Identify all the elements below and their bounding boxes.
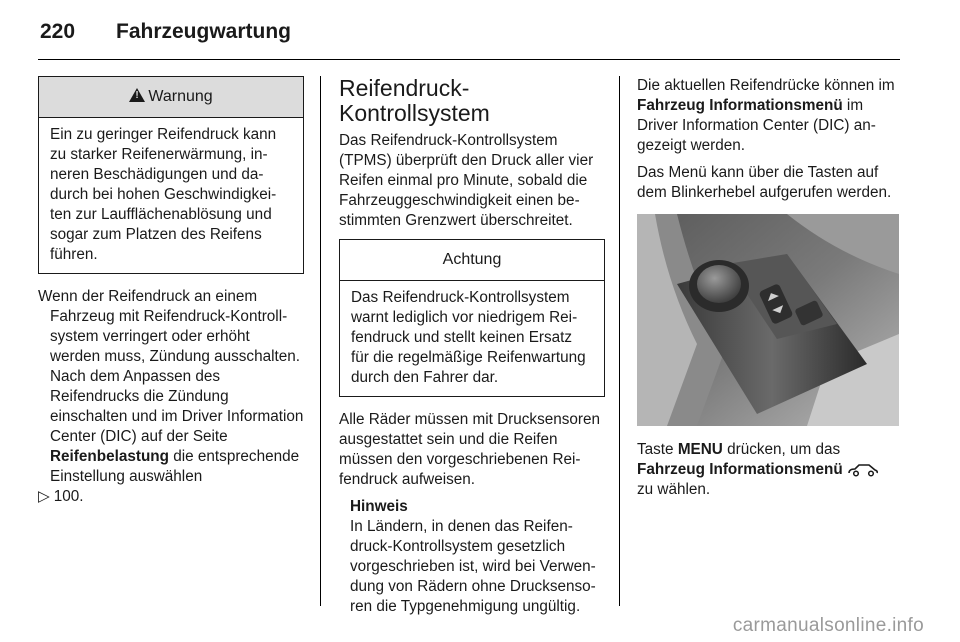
vehicle-info-menu-label: Fahrzeug Informationsmenü xyxy=(637,97,843,114)
p3-start: Taste xyxy=(637,441,678,458)
column-right xyxy=(637,76,903,500)
watermark: carmanualsonline.info xyxy=(732,615,924,636)
tire-load-page-label: Reifenbelastung xyxy=(50,448,169,465)
menu-button-paragraph xyxy=(637,440,903,500)
p1-start: Die aktuellen Reifendrücke können im xyxy=(637,77,895,94)
p1-end: im Driver Information Center (DIC) angezeigt werden. xyxy=(637,97,876,154)
current-pressures-paragraph xyxy=(637,76,903,156)
car-icon xyxy=(847,463,879,477)
sensor-requirement-paragraph: Alle Räder müssen mit Drucksensoren ausgestattet sein und die Reifen müssen den vorgeschriebenen Reifendruck aufweisen. xyxy=(339,411,600,488)
tpms-intro-paragraph: Das Reifendruck-Kontrollsystem (TPMS) überprüft den Druck aller vier Reifen einmal pro Minute, sobald die Fahrzeuggeschwindigkeit einen bestimmten Grenzwert überschreitet. xyxy=(339,132,594,229)
warning-heading: Warnung xyxy=(148,88,213,105)
menu-access-paragraph: Das Menü kann über die Tasten auf dem Blinkerhebel aufgerufen werden. xyxy=(637,164,892,201)
tire-pressure-adjust-paragraph xyxy=(38,287,304,487)
caution-box xyxy=(339,239,605,397)
vehicle-info-menu-label-2: Fahrzeug Informationsmenü xyxy=(637,461,843,478)
cross-reference-icon: ▷ xyxy=(38,488,50,505)
section-title: Reifendruck-Kontrollsystem xyxy=(339,75,490,126)
caution-heading: Achtung xyxy=(442,251,502,268)
note-heading: Hinweis xyxy=(350,498,408,515)
warning-box-body xyxy=(39,118,303,273)
caution-box-body xyxy=(340,281,604,396)
header-rule xyxy=(38,59,900,60)
warning-triangle-icon xyxy=(129,88,145,102)
caution-text: Das Reifendruck-Kontrollsystem warnt lediglich vor niedrigem Reifendruck und stellt keinen Ersatz für die regelmäßige Reifenwartung durch den Fahrer dar. xyxy=(351,289,586,386)
column-left xyxy=(38,76,304,507)
cross-reference[interactable] xyxy=(38,487,304,507)
warning-text: Ein zu geringer Reifendruck kann zu starker Reifenerwärmung, inneren Beschädigungen und dadurch bei hohen Geschwindigkeiten zur Laufflächenablösung und sogar zum Platzen des Reifens führen. xyxy=(50,126,277,263)
note-block xyxy=(339,497,605,617)
adjust-text-start: Wenn der Reifendruck an einem Fahrzeug mit Reifendruck-Kontrollsystem verringert oder erhöht werden muss, Zündung ausschalten. Nach dem Anpassen des Reifendrucks die Zündung einschalten und im Driver Information Center (DIC) auf der Seite xyxy=(38,288,304,445)
page-title: Fahrzeugwartung xyxy=(116,20,292,43)
turn-signal-lever-photo xyxy=(637,214,899,426)
warning-box xyxy=(38,76,304,274)
column-middle xyxy=(339,76,605,617)
menu-button-label: MENU xyxy=(677,441,723,458)
column-divider-left xyxy=(320,76,321,606)
warning-box-header xyxy=(39,77,303,118)
p3-end: zu wählen. xyxy=(637,481,711,498)
adjust-text-end: die entsprechende Einstellung auswählen xyxy=(50,448,300,485)
p3-mid: drücken, um das xyxy=(722,441,841,458)
column-divider-right xyxy=(619,76,620,606)
note-text: In Ländern, in denen das Reifendruck-Kontrollsystem gesetzlich vorgeschrieben ist, wird bei Verwendung von Rädern ohne Drucksensoren die Typgenehmigung ungültig. xyxy=(350,518,596,615)
cross-reference-page: 100. xyxy=(53,488,84,505)
page-number: 220 xyxy=(40,20,76,43)
caution-box-header xyxy=(340,240,604,281)
